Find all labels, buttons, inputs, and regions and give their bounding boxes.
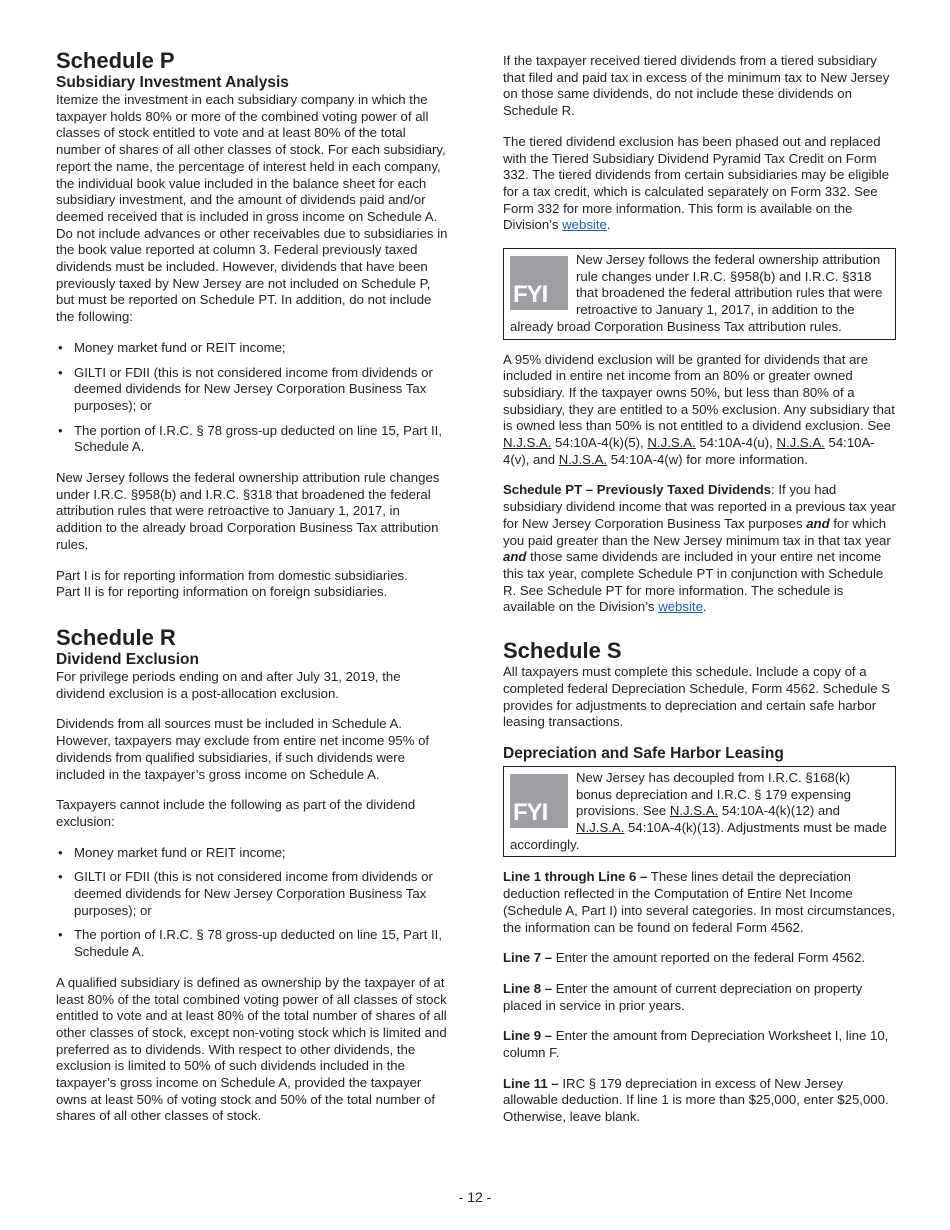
schedule-s-intro: All taxpayers must complete this schedule. Include a copy of a completed federal Depreciation Schedule, Form 4562. Schedule S provides for adjustments to depreciation and certain safe harbor leasing transactions. — [503, 664, 891, 730]
schedule-p-intro: Itemize the investment in each subsidiary company in which the taxpayer holds 80% or more of the combined voting power of all classes of stock entitled to vote and at least 80% of the total number of shares of all other classes of stock. For each subsidiary, report the name, the percentage of interest held in each company, the individual book value included in the balance sheet for each subsidiary investment, and the amount of dividends paid and/or deemed received that is included in gross income on Schedule A. Do not include advances or other receivables due to subsidiaries in the book value reported at column 3. Federal previously taxed dividends must be included. However, dividends that have been previously taxed by New Jersey are not included on Schedule P, but must be reported on Schedule PT. In addition, do not include the following: — [56, 92, 448, 325]
schedule-r-paragraph-3: Taxpayers cannot include the following as part of the dividend exclusion: — [56, 797, 416, 829]
fyi-depreciation-box: FYI New Jersey has decoupled from I.R.C. §168(k) bonus depreciation and I.R.C. § 179 expensing provisions. See N.J.S.A. 54:10A-4(k)(12) and N.J.S.A. 54:10A-4(k)(13). Adjustments must be made accordingly. — [503, 766, 896, 858]
tiered-credit-paragraph: The tiered dividend exclusion has been phased out and replaced with the Tiered Subsidiary Dividend Pyramid Tax Credit on Form 332. The tiered dividends from certain subsidiaries may be eligible for a tax credit, which is calculated separately on Form 332. See Form 332 for more information. This form is available on the Division’s website. — [503, 133, 890, 233]
schedule-pt-paragraph: Schedule PT – Previously Taxed Dividends: If you had subsidiary dividend income that was reported in a previous tax year for New Jersey Corporation Business Tax purposes and for which you paid greater than the New Jersey minimum tax in that tax year and those same dividends are included in your entire net income this tax year, complete Schedule PT in conjunction with Schedule R. See Schedule PT for more information. The schedule is available on the Division’s website. — [503, 482, 896, 615]
left-column — [56, 48, 448, 1125]
fyi-icon: FYI — [510, 256, 568, 310]
list-item: • Money market fund or REIT income; — [56, 340, 448, 357]
line-instruction: Line 1 through Line 6 – These lines detail the depreciation deduction reflected in the Computation of Entire Net Income (Schedule A, Part I) into several categories. In most circumstances, the information can be found on federal Form 4562. — [503, 869, 896, 935]
line-instruction: Line 11 – IRC § 179 depreciation in excess of New Jersey allowable deduction. If line 1 is more than $25,000, enter $25,000. Otherwise, leave blank. — [503, 1075, 889, 1125]
schedule-p-subtitle: Subsidiary Investment Analysis — [56, 74, 289, 91]
schedule-r-paragraph-1: For privilege periods ending on and after July 31, 2019, the dividend exclusion is a post-allocation exclusion. — [56, 668, 401, 701]
fyi-attribution-text: New Jersey follows the federal ownership attribution rule changes under I.R.C. §958(b) and I.R.C. §318 that broadened the federal attribution rules that were retroactive to January 1, 2017, in addition to the already broad Corporation Business Tax attribution rules. — [510, 252, 883, 334]
part-i-note: Part I is for reporting information from domestic subsidiaries. — [56, 567, 408, 583]
schedule-r-title: Schedule R — [56, 624, 176, 650]
njsa-citation: N.J.S.A. — [558, 451, 608, 467]
schedule-p-attribution-paragraph: New Jersey follows the federal ownership attribution rule changes under I.R.C. §958(b) and I.R.C. §318 that broadened the federal attribution rules that were retroactive to January 1, 2017, in addition to the already broad Corporation Business Tax attribution rules. — [56, 470, 440, 552]
website-link[interactable]: website — [562, 217, 607, 233]
part-ii-note: Part II is for reporting information on foreign subsidiaries. — [56, 584, 388, 600]
list-item: • The portion of I.R.C. § 78 gross-up deducted on line 15, Part II, Schedule A. — [56, 927, 448, 960]
website-link[interactable]: website — [658, 599, 703, 615]
schedule-r-exclusion-list — [56, 845, 448, 961]
line-instruction: Line 8 – Enter the amount of current depreciation on property placed in service in prior years. — [503, 980, 863, 1013]
page-number: - 12 - — [458, 1189, 492, 1205]
schedule-p-exclusion-list — [56, 340, 448, 456]
schedule-p-title: Schedule P — [56, 48, 175, 73]
njsa-citation: N.J.S.A. — [776, 435, 825, 451]
fyi-attribution-box — [503, 248, 896, 340]
list-item: • GILTI or FDII (this is not considered income from dividends or deemed dividends for New Jersey Corporation Business Tax purposes); or — [56, 869, 448, 919]
schedule-s-title: Schedule S — [503, 638, 622, 664]
right-column — [503, 53, 896, 1126]
line-instruction: Line 7 – Enter the amount reported on the federal Form 4562. — [503, 950, 866, 966]
list-item: • The portion of I.R.C. § 78 gross-up deducted on line 15, Part II, Schedule A. — [56, 423, 448, 456]
list-item: • GILTI or FDII (this is not considered income from dividends or deemed dividends for New Jersey Corporation Business Tax purposes); or — [56, 365, 448, 415]
schedule-r-paragraph-2: Dividends from all sources must be included in Schedule A. However, taxpayers may exclude from entire net income 95% of dividends from qualified subsidiaries, if such dividends were included in the taxpayer’s gross income on Schedule A. — [56, 716, 430, 782]
tiered-dividends-paragraph: If the taxpayer received tiered dividends from a tiered subsidiary that filed and paid tax in excess of the minimum tax to New Jersey on those same dividends, do not include these dividends on Schedule R. — [503, 53, 890, 119]
list-item: • Money market fund or REIT income; — [56, 845, 448, 862]
dividend-exclusion-95-paragraph: A 95% dividend exclusion will be granted for dividends that are included in entire net income from an 80% or greater owned subsidiary. If the taxpayer owns 50%, but less than 80% of a subsidiary, they are entitled to a 50% exclusion. Any subsidiary that is owned less than 50% is not entitled to a dividend exclusion. See N.J.S.A. 54:10A-4(k)(5), N.J.S.A. 54:10A-4(u), N.J.S.A. 54:10A-4(v), and N.J.S.A. 54:10A-4(w) for more information. — [503, 351, 895, 467]
qualified-subsidiary-paragraph: A qualified subsidiary is defined as ownership by the taxpayer of at least 80% of the total combined voting power of all classes of stock entitled to vote and at least 80% of the total number of shares of all other classes of stock, except non-voting stock which is limited and preferred as to dividends. With respect to other dividends, the exclusion is limited to 50% of such dividends included in the taxpayer’s gross income on Schedule A, provided the taxpayer owns at least 50% of voting stock and 50% of the total number of shares of all other classes of stock. — [56, 974, 447, 1124]
njsa-citation: N.J.S.A. — [503, 435, 552, 451]
njsa-citation: N.J.S.A. — [576, 820, 625, 836]
schedule-p-parts-paragraph — [56, 568, 448, 601]
fyi-icon: FYI — [510, 774, 568, 828]
njsa-citation: N.J.S.A. — [669, 803, 719, 819]
schedule-pt-heading: Schedule PT – Previously Taxed Dividends — [503, 482, 771, 498]
njsa-citation: N.J.S.A. — [647, 435, 696, 451]
schedule-r-subtitle: Dividend Exclusion — [56, 650, 199, 668]
line-instruction: Line 9 – Enter the amount from Depreciation Worksheet I, line 10, column F. — [503, 1028, 889, 1061]
depreciation-subtitle: Depreciation and Safe Harbor Leasing — [503, 744, 784, 762]
